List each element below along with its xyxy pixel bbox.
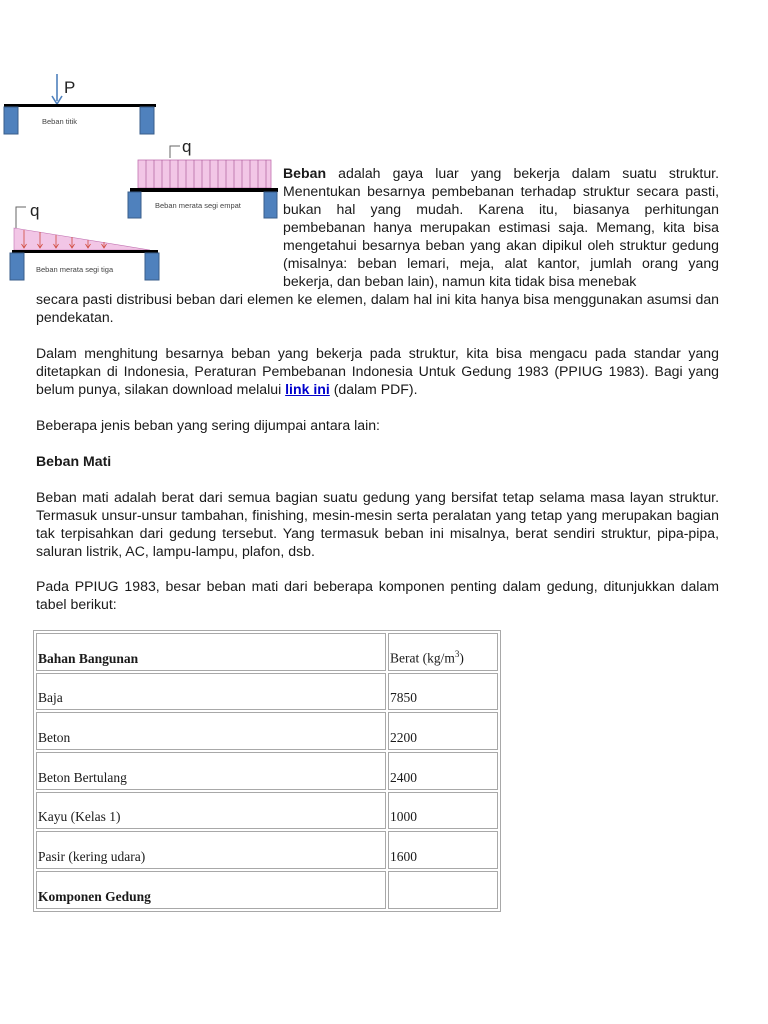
uniform-load-caption: Beban merata segi empat (155, 201, 241, 210)
dead-load-paragraph: Beban mati adalah berat dari semua bagian suatu gedung yang bersifat tetap selama masa layan struktur. Termasuk unsur-unsur tambahan, finishing, mesin-mesin serta peralatan yang tetap yang merupakan bagian tak terpisahkan dari gedung tersebut. Yang termasuk beban ini misalnya, berat sendiri struktur, pipa-pipa, saluran listrik, AC, lampu-lampu, plafon, dsb. (36, 489, 719, 559)
support-left (128, 192, 141, 218)
subheader-empty (388, 871, 498, 909)
standard-text-end: (dalam PDF). (329, 381, 418, 397)
table-header-row (36, 633, 498, 671)
header-weight: Berat $(kg/m^3)$ (388, 633, 498, 671)
point-load-symbol: P (64, 78, 76, 97)
intro-continuation: secara pasti distribusi beban dari elemen ke elemen, dalam hal ini kita hanya bisa menggunakan asumsi dan pendekatan. (36, 291, 719, 325)
material-name: Baja (36, 673, 386, 711)
standard-paragraph (36, 344, 719, 398)
header-material: Bahan Bangunan (36, 633, 386, 671)
uniform-load-symbol: q (182, 137, 192, 156)
dead-load-table (33, 630, 501, 912)
material-weight: 2400 (388, 752, 498, 790)
support-right (264, 192, 277, 218)
support-right (140, 107, 154, 134)
material-name: Beton Bertulang (36, 752, 386, 790)
material-weight: 1600 (388, 831, 498, 869)
intro-text: adalah gaya luar yang bekerja dalam suatu struktur. Menentukan besarnya pembebanan terhadap struktur secara pasti, bukan hal yang mudah. Karena itu, biasanya perhitungan pembebanan hanya merupakan estimasi saja. Memang, kita bisa mengetahui besarnya beban yang akan dipikul oleh struktur gedung (misalnya: beban lemari, meja, alat kantor, jumlah orang yang bekerja, dan beban lain), namun kita tidak bisa menebak (283, 165, 719, 289)
uniform-load-beam (130, 188, 278, 192)
material-name: Kayu (Kelas 1) (36, 792, 386, 830)
load-types-intro: Beberapa jenis beban yang sering dijumpai antara lain: (36, 417, 380, 433)
table-row (36, 831, 498, 869)
support-left (10, 253, 24, 280)
point-load-figure (4, 74, 156, 134)
material-name: Beton (36, 712, 386, 750)
triangular-load-caption: Beban merata segi tiga (36, 265, 114, 274)
uniform-load-figure (128, 137, 278, 218)
load-diagrams (0, 0, 290, 290)
table-intro-paragraph: Pada PPIUG 1983, besar beban mati dari beberapa komponen penting dalam gedung, ditunjukkan dalam tabel berikut: (36, 578, 719, 612)
intro-paragraph (283, 164, 719, 290)
point-load-beam (4, 104, 156, 107)
uniform-load-block (138, 160, 271, 188)
download-link[interactable]: link ini (285, 381, 330, 397)
support-right (145, 253, 159, 280)
table-subheader-row (36, 871, 498, 909)
triangular-load-shape (14, 228, 150, 250)
triangular-load-beam (12, 250, 158, 253)
table-row (36, 792, 498, 830)
material-name: Pasir (kering udara) (36, 831, 386, 869)
material-weight: 1000 (388, 792, 498, 830)
table-row (36, 712, 498, 750)
section-heading: Beban Mati (36, 453, 112, 469)
material-weight: 7850 (388, 673, 498, 711)
table-row (36, 752, 498, 790)
subheader-components: Komponen Gedung (36, 871, 386, 909)
material-weight: 2200 (388, 712, 498, 750)
point-load-caption: Beban titik (42, 117, 78, 126)
standard-text: Dalam menghitung besarnya beban yang bekerja pada struktur, kita bisa mengacu pada standar yang ditetapkan di Indonesia, Peraturan Pembebanan Indonesia Untuk Gedung 1983 (PPIUG 1983). Bagi yang belum punya, silakan download melalui (36, 345, 719, 397)
support-left (4, 107, 18, 134)
table-row (36, 673, 498, 711)
triangular-load-symbol: q (30, 201, 40, 220)
load-figures (0, 0, 290, 290)
intro-lead-term: Beban (283, 165, 327, 181)
